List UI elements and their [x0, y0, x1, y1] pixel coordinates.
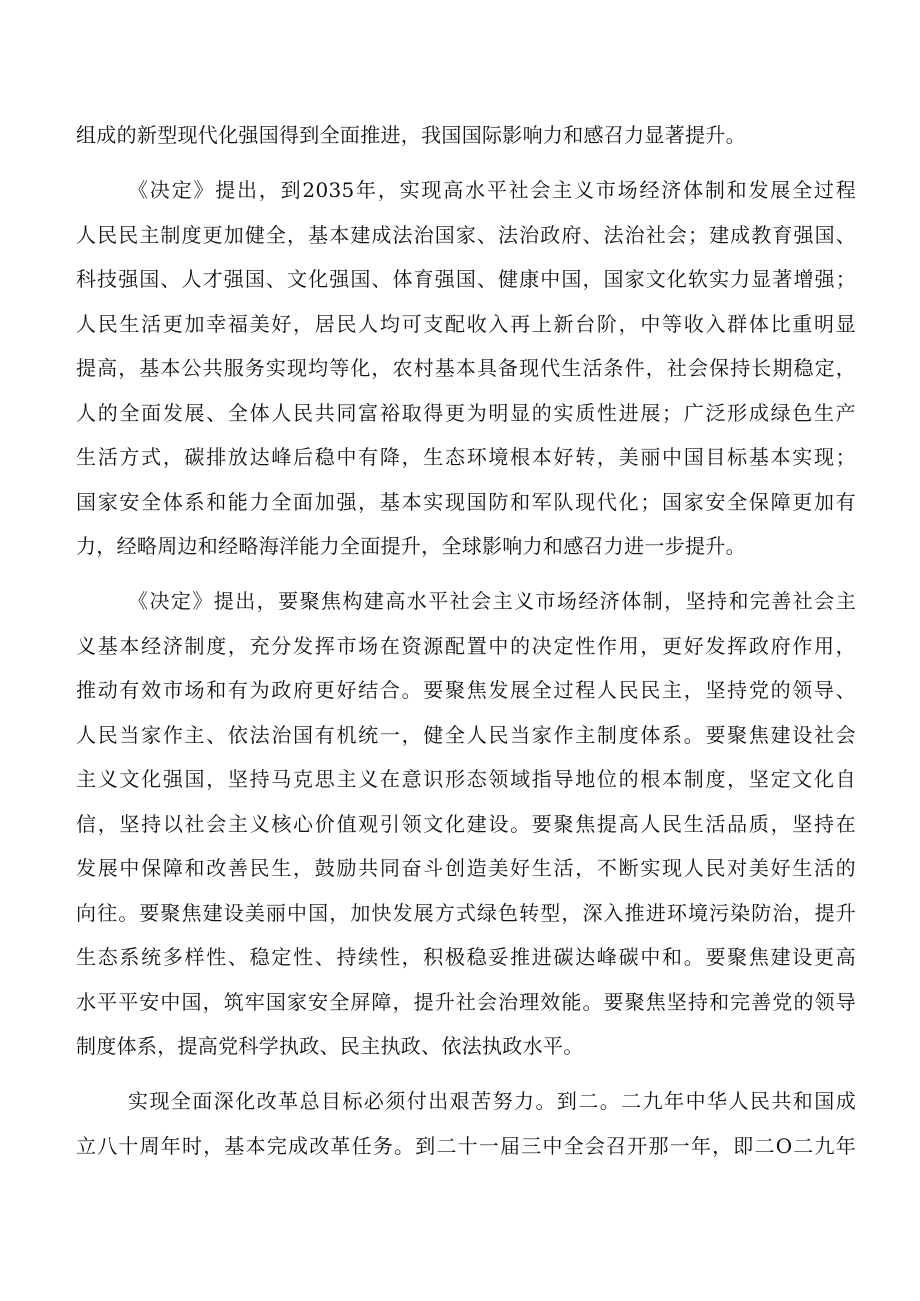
- text-line: 水平平安中国，筑牢国家安全屏障，提升社会治理效能。要聚焦坚持和完善党的领导: [76, 990, 856, 1014]
- text-line: 人民生活更加幸福美好，居民人均可支配收入再上新台阶，中等收入群体比重明显: [76, 312, 856, 336]
- text-line: 组成的新型现代化强国得到全面推进，我国国际影响力和感召力显著提升。: [76, 123, 746, 147]
- text-line: 推动有效市场和有为政府更好结合。要聚焦发展全过程人民民主，坚持党的领导、: [76, 678, 856, 702]
- text-line: 生态系统多样性、稳定性、持续性，积极稳妥推进碳达峰碳中和。要聚焦建设更高: [76, 945, 856, 969]
- text-line: 主义文化强国，坚持马克思主义在意识形态领域指导地位的根本制度，坚定文化自: [76, 767, 856, 791]
- text-line: 国家安全体系和能力全面加强，基本实现国防和军队现代化；国家安全保障更加有: [76, 490, 856, 514]
- text-line: 实现全面深化改革总目标必须付出艰苦努力。到二。二九年中华人民共和国成: [128, 1089, 856, 1113]
- text-line: 人民民主制度更加健全，基本建成法治国家、法治政府、法治社会；建成教育强国、: [76, 223, 856, 247]
- text-line: 人的全面发展、全体人民共同富裕取得更为明显的实质性进展；广泛形成绿色生产: [76, 401, 856, 425]
- text-line: 提高，基本公共服务实现均等化，农村基本具备现代生活条件，社会保持长期稳定，: [76, 356, 856, 380]
- text-line: 生活方式，碳排放达峰后稳中有降，生态环境根本好转，美丽中国目标基本实现；: [76, 445, 856, 469]
- text-line: 科技强国、人才强国、文化强国、体育强国、健康中国，国家文化软实力显著增强；: [76, 267, 856, 291]
- text-line: 信，坚持以社会主义核心价值观引领文化建设。要聚焦提高人民生活品质，坚持在: [76, 812, 856, 836]
- text-line: 《决定》提出，到2035年，实现高水平社会主义市场经济体制和发展全过程: [128, 178, 856, 202]
- text-line: 立八十周年时，基本完成改革任务。到二十一届三中全会召开那一年，即二O二九年: [76, 1134, 856, 1158]
- text-line: 向往。要聚焦建设美丽中国，加快发展方式绿色转型，深入推进环境污染防治，提升: [76, 901, 856, 925]
- text-line: 义基本经济制度，充分发挥市场在资源配置中的决定性作用，更好发挥政府作用，: [76, 634, 856, 658]
- text-line: 力，经略周边和经略海洋能力全面提升，全球影响力和感召力进一步提升。: [76, 534, 746, 558]
- text-line: 人民当家作主、依法治国有机统一，健全人民当家作主制度体系。要聚焦建设社会: [76, 723, 856, 747]
- text-line: 《决定》提出，要聚焦构建高水平社会主义市场经济体制，坚持和完善社会主: [128, 589, 856, 613]
- text-line: 制度体系，提高党科学执政、民主执政、依法执政水平。: [76, 1034, 584, 1058]
- text-line: 发展中保障和改善民生，鼓励共同奋斗创造美好生活，不断实现人民对美好生活的: [76, 856, 856, 880]
